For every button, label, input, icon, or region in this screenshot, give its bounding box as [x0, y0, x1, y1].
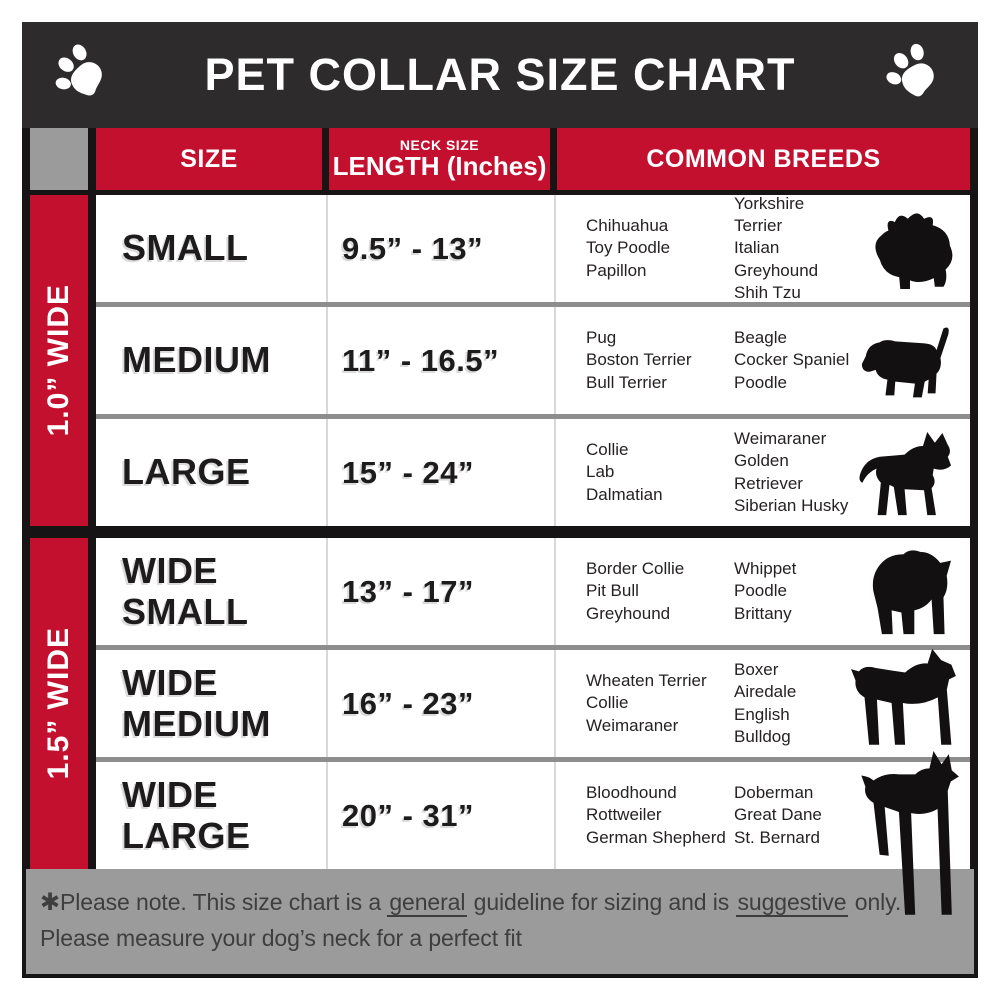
disclaimer-segment: Please note. This size chart is a [60, 889, 388, 915]
size-table [22, 128, 978, 869]
neck-length-value: 11” - 16.5” [342, 342, 500, 378]
breeds-cell [554, 419, 970, 526]
breed-list [586, 439, 734, 505]
width-band-1-5 [30, 538, 88, 869]
breed-list [586, 327, 734, 393]
page-title: PET COLLAR SIZE CHART [204, 49, 796, 100]
breed-name: English Bulldog [734, 704, 791, 746]
column-header-length-label: LENGTH (Inches) [332, 151, 547, 182]
length-cell [326, 195, 554, 302]
beagle-silhouette-icon [856, 316, 964, 404]
breed-list [586, 782, 734, 848]
breed-name: Toy Poodle [586, 238, 671, 258]
doberman-silhouette-icon [842, 748, 964, 921]
disclaimer-underlined-word: suggestive [737, 889, 847, 915]
table-content [96, 128, 970, 869]
neck-length-value: 13” - 17” [342, 573, 475, 609]
breed-name: Lab [586, 462, 615, 482]
disclaimer-text [40, 885, 960, 956]
size-cell [96, 650, 326, 757]
column-header-neck-length [329, 128, 550, 190]
table-row-large [96, 419, 970, 526]
breed-list [734, 558, 850, 624]
poster-header [22, 22, 978, 128]
breed-name: St. Bernard [734, 827, 820, 847]
breed-name: Rottweiler [586, 805, 662, 825]
asterisk-icon: ✱ [40, 889, 61, 916]
breeds-cell [554, 538, 970, 645]
bulldog-silhouette-icon [856, 543, 964, 640]
breeds-cell [554, 762, 970, 869]
length-cell [326, 650, 554, 757]
footer-note-band [26, 869, 974, 974]
husky-silhouette-icon [856, 424, 964, 521]
corner-spacer [30, 128, 88, 190]
size-label: LARGE [122, 451, 251, 493]
breed-name: Cocker Spaniel [734, 350, 850, 370]
breed-name: Dalmatian [586, 484, 663, 504]
table-row-medium [96, 307, 970, 414]
breed-name: Poodle [734, 372, 787, 392]
poster-frame [22, 22, 978, 978]
breed-name: Whippet [734, 559, 797, 579]
breed-name: Collie [586, 440, 629, 460]
breed-name: Weimaraner [586, 715, 679, 735]
column-header-size: SIZE [96, 128, 322, 190]
table-row-wide-medium [96, 650, 970, 757]
disclaimer-underlined-word: general [389, 889, 466, 915]
breed-name: Shih Tzu [734, 282, 801, 302]
breed-name: Doberman [734, 783, 814, 803]
neck-length-value: 16” - 23” [342, 685, 475, 721]
breed-name: Chihuahua [586, 216, 669, 236]
length-cell [326, 419, 554, 526]
length-cell [326, 762, 554, 869]
size-label: MEDIUM [122, 339, 271, 381]
breeds-cell [554, 650, 970, 757]
size-cell [96, 762, 326, 869]
breed-name: Wheaten Terrier [586, 671, 707, 691]
breed-list [734, 428, 850, 516]
breed-list [734, 193, 850, 303]
breed-name: Papillon [586, 260, 647, 280]
breed-name: Border Collie [586, 559, 685, 579]
breed-name: Greyhound [586, 603, 671, 623]
table-header-row [96, 128, 970, 190]
size-label: WIDE SMALL [122, 550, 249, 632]
column-header-common-breeds: COMMON BREEDS [557, 128, 970, 190]
breed-name: Pug [586, 328, 617, 348]
breed-list [734, 659, 850, 747]
breed-list [734, 782, 850, 848]
neck-length-value: 9.5” - 13” [342, 230, 484, 266]
width-band-label: 1.5” WIDE [42, 627, 75, 780]
breed-name: German Shepherd [586, 827, 726, 847]
breed-name: Weimaraner [734, 429, 827, 449]
breed-name: Beagle [734, 328, 787, 348]
breed-name: Siberian Husky [734, 495, 849, 515]
length-cell [326, 307, 554, 414]
column-header-neck-size-label: NECK SIZE [399, 136, 480, 153]
disclaimer-segment: guideline for sizing and is [467, 889, 736, 915]
breed-name: Great Dane [734, 805, 822, 825]
size-cell [96, 419, 326, 526]
pomeranian-silhouette-icon [856, 200, 964, 297]
length-cell [326, 538, 554, 645]
breed-list [586, 558, 734, 624]
pitbull-silhouette-icon [842, 641, 966, 754]
size-label: WIDE MEDIUM [122, 662, 271, 744]
paw-print-icon [882, 41, 950, 109]
paw-print-icon [49, 40, 119, 110]
table-row-wide-small [96, 538, 970, 645]
breed-name: Bloodhound [586, 783, 677, 803]
neck-length-value: 15” - 24” [342, 454, 475, 490]
breed-name: Brittany [734, 603, 792, 623]
section-separator [96, 526, 970, 538]
breed-name: Boston Terrier [586, 350, 692, 370]
breed-name: Yorkshire Terrier [734, 194, 805, 236]
disclaimer-segment: only. [848, 889, 902, 915]
breeds-cell [554, 307, 970, 414]
breed-name: Airedale [734, 682, 797, 702]
breed-list [586, 670, 734, 736]
breed-name: Golden Retriever [734, 451, 803, 493]
width-band-1-0 [30, 195, 88, 526]
breed-name: Pit Bull [586, 581, 639, 601]
breed-name: Boxer [734, 660, 779, 680]
breeds-cell [554, 195, 970, 302]
size-cell [96, 538, 326, 645]
breed-list [586, 215, 734, 281]
breed-name: Poodle [734, 581, 787, 601]
breed-name: Collie [586, 693, 629, 713]
breed-name: Italian Greyhound [734, 238, 819, 280]
disclaimer-line2: Please measure your dog’s neck for a perfect fit [40, 925, 522, 951]
size-cell [96, 195, 326, 302]
size-cell [96, 307, 326, 414]
size-label: SMALL [122, 227, 249, 269]
table-row-small [96, 195, 970, 302]
width-label-column [30, 128, 88, 869]
size-label: WIDE LARGE [122, 774, 251, 856]
table-row-wide-large [96, 762, 970, 869]
width-band-label: 1.0” WIDE [42, 284, 75, 437]
neck-length-value: 20” - 31” [342, 797, 475, 833]
breed-name: Bull Terrier [586, 372, 667, 392]
breed-list [734, 327, 850, 393]
